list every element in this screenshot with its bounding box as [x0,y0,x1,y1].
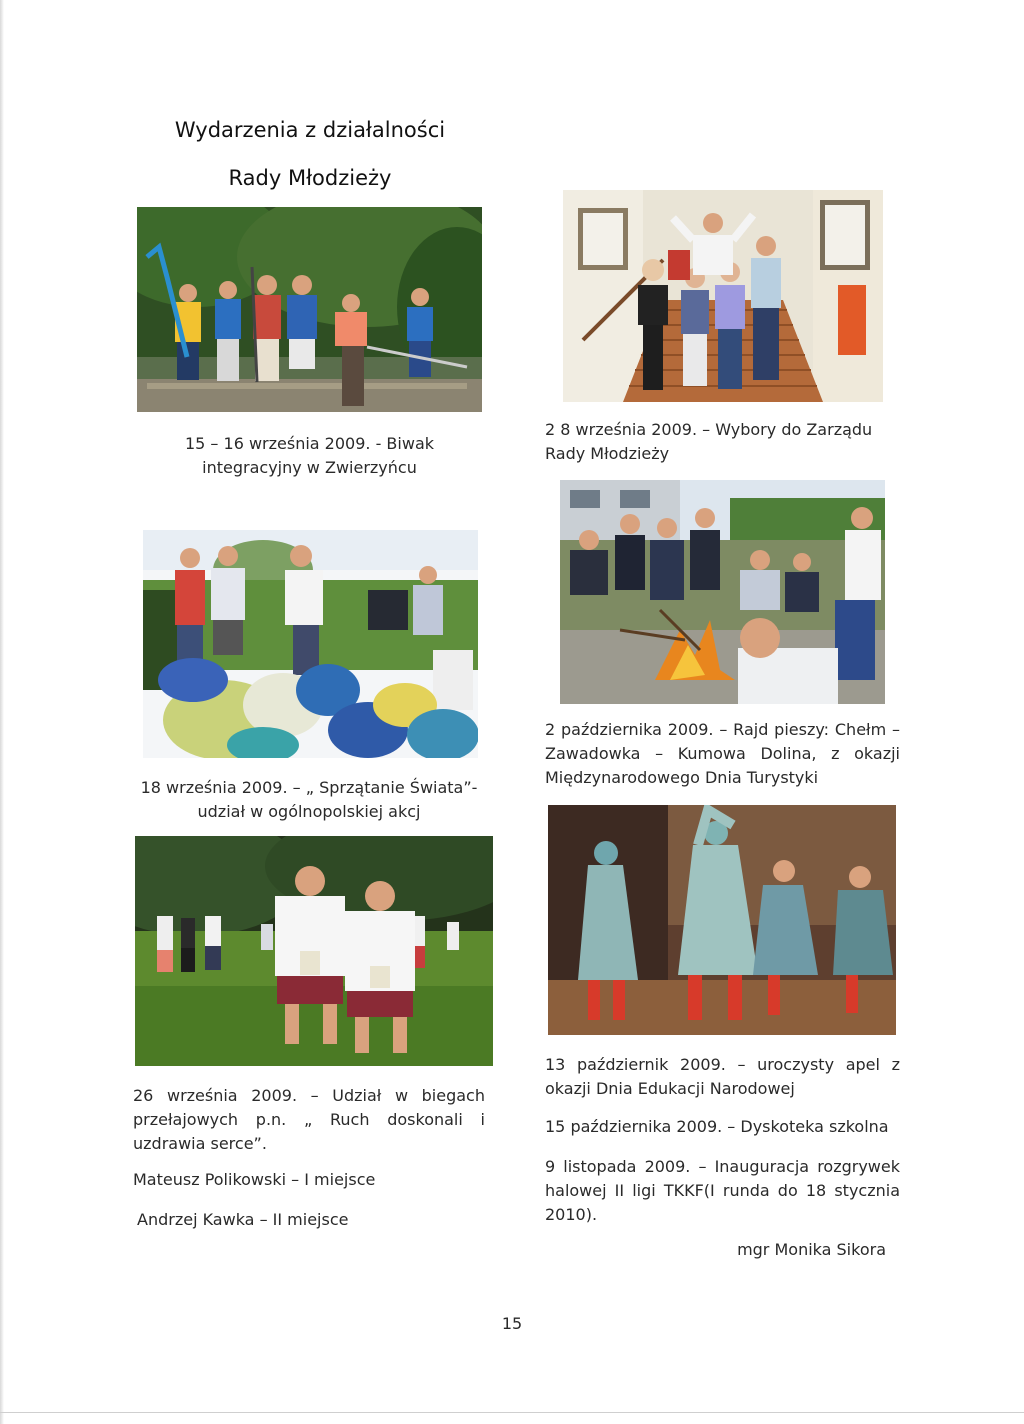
photo-apel [548,805,896,1035]
page-title-line1: Wydarzenia z działalności [174,118,446,142]
caption-rajd: 2 października 2009. – Rajd pieszy: Chełm – Zawadowka – Kumowa Dolina, z okazji Międzynarodowego Dnia Turystyki [545,720,900,787]
result-first: Mateusz Polikowski – I miejsce [133,1170,376,1189]
scan-bottom-line [0,1412,1024,1413]
page-number: 15 [501,1314,523,1333]
caption-sprzatanie: 18 września 2009. – „ Sprzątanie Świata”- udział w ogólnopolskiej akcj [140,778,478,821]
caption-biwak: 15 – 16 września 2009. - Biwak integracyjny w Zwierzyńcu [184,434,435,477]
caption-wybory: 2 8 września 2009. – Wybory do Zarządu Rady Młodzieży [545,420,873,463]
caption-apel: 13 październik 2009. – uroczysty apel z okazji Dnia Edukacji Narodowej [545,1055,900,1098]
photo-biegi [135,836,493,1066]
result-second: Andrzej Kawka – II miejsce [137,1210,349,1229]
caption-inauguracja: 9 listopada 2009. – Inauguracja rozgrywek halowej II ligi TKKF(I runda do 18 stycznia 2010). [545,1157,900,1224]
photo-biwak [137,207,482,412]
photo-sprzatanie [143,530,478,758]
signature: mgr Monika Sikora [737,1240,886,1259]
caption-dyskoteka: 15 października 2009. – Dyskoteka szkolna [545,1117,889,1136]
scan-edge [0,0,4,1424]
photo-wybory [563,190,883,402]
photo-rajd [560,480,885,704]
page-title-line2: Rady Młodzieży [228,166,392,190]
caption-biegi: 26 września 2009. – Udział w biegach przełajowych p.n. „ Ruch doskonali i uzdrawia serce”. [133,1086,485,1153]
